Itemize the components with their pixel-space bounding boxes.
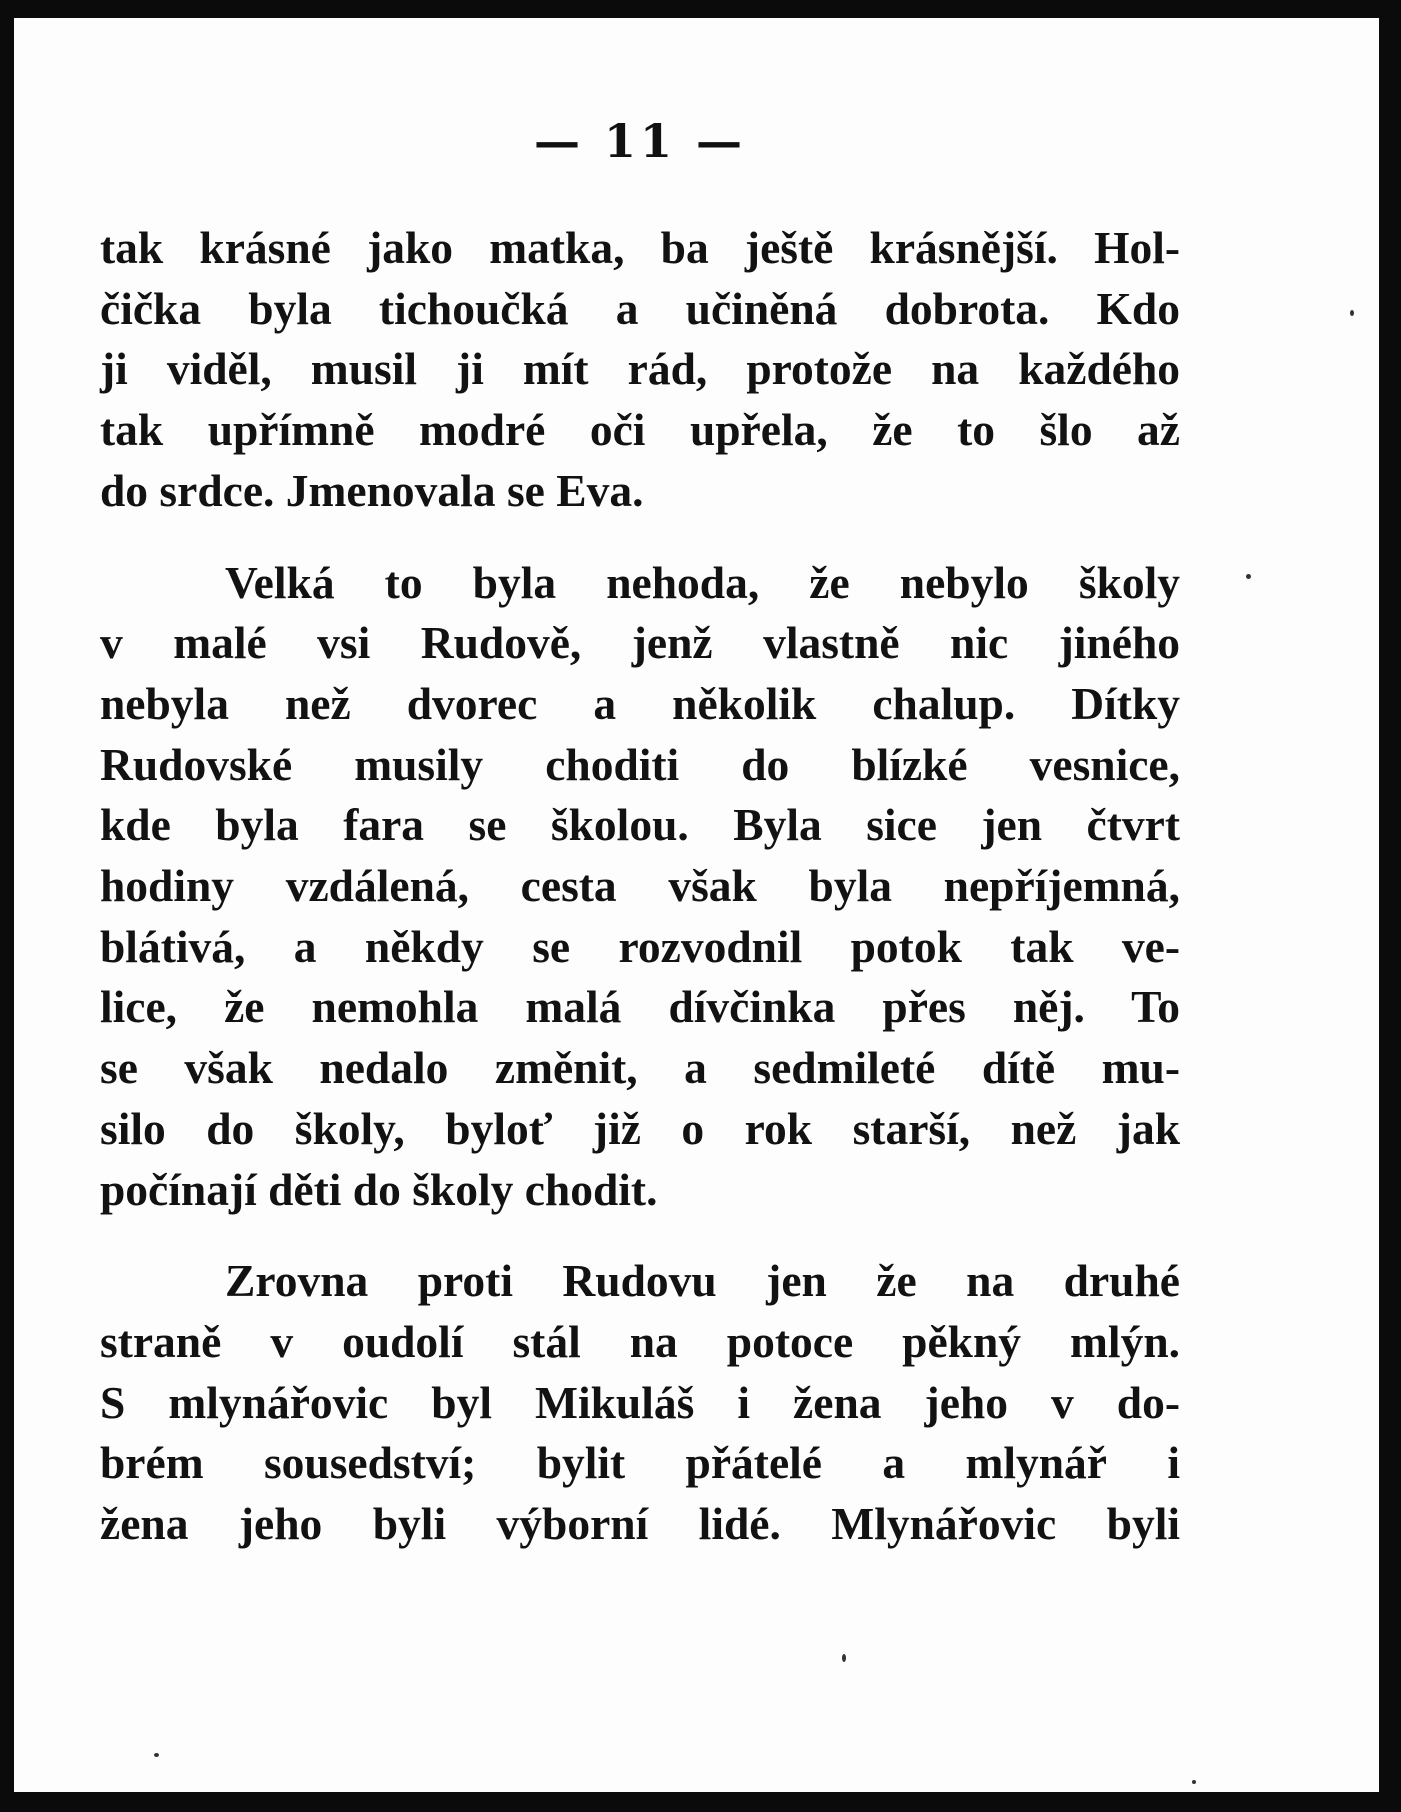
paragraph-3 [100,1251,1180,1555]
page-number: — 11 — [533,114,747,168]
text-line: tak krásné jako matka, ba ještě krásnější. Hol- [100,222,1180,273]
paragraph-1 [100,218,1180,522]
text-line: lice, že nemohla malá dívčinka přes něj. To [100,981,1180,1033]
text-line: hodiny vzdálená, cesta však byla nepříjemná, [100,860,1180,912]
text-line: straně v oudolí stál na potoce pěkný mlýn. [100,1315,1180,1367]
text-line: žena jeho byli výborní lidé. Mlynářovic byli [100,1498,1180,1550]
scan-speck [1192,1780,1196,1784]
text-line: čička byla tichoučká a učiněná dobrota. Kdo [100,282,1180,334]
text-line: Rudovské musily choditi do blízké vesnice, [100,738,1180,790]
scan-speck [1246,574,1251,579]
text-line: blátivá, a někdy se rozvodnil potok tak ve- [100,920,1180,972]
text-line: v malé vsi Rudově, jenž vlastně nic jiného [100,617,1180,669]
paragraph-2 [100,553,1180,1221]
text-line: se však nedalo změnit, a sedmileté dítě mu- [100,1042,1180,1094]
scan-speck [154,1753,159,1757]
text-line: kde byla fara se školou. Byla sice jen čtvrt [100,799,1180,851]
text-line: ji viděl, musil ji mít rád, protože na každého [100,343,1180,395]
body-text [100,218,1180,1555]
text-line: S mlynářovic byl Mikuláš i žena jeho v do- [100,1376,1180,1428]
text-line: tak upřímně modré oči upřela, že to šlo až [100,404,1180,456]
scan-speck [842,1654,846,1662]
text-line: počínají děti do školy chodit. [100,1163,658,1215]
scan-speck [1350,310,1354,316]
text-line: Velká to byla nehoda, že nebylo školy [225,556,1180,608]
text-line: silo do školy, byloť již o rok starší, než jak [100,1102,1180,1154]
text-line: nebyla než dvorec a několik chalup. Dítky [100,677,1180,729]
text-line: Zrovna proti Rudovu jen že na druhé [225,1255,1180,1307]
text-line: brém sousedství; bylit přátelé a mlynář i [100,1437,1180,1489]
text-line: do srdce. Jmenovala se Eva. [100,464,644,516]
